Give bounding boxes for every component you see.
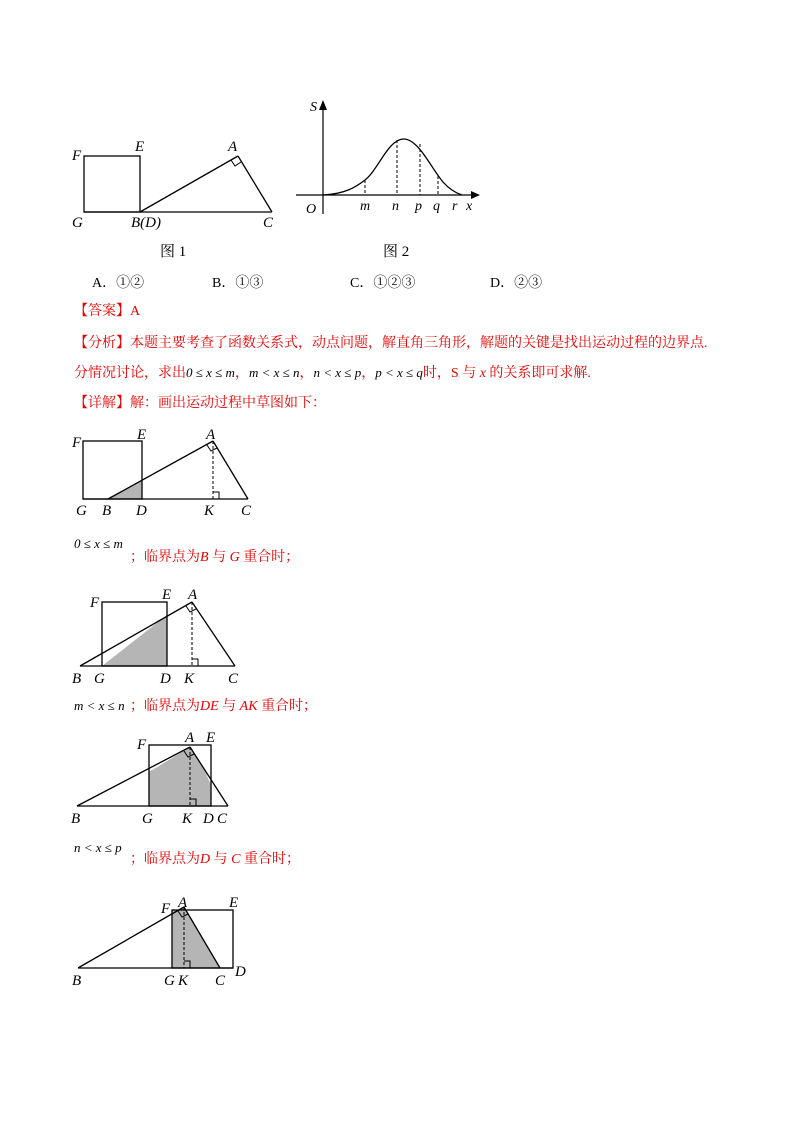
label-k: K	[204, 503, 215, 519]
option-b: B．①③	[212, 276, 264, 291]
case-1-text	[130, 548, 299, 568]
sep-2: ，	[299, 366, 314, 381]
label-c: C	[263, 215, 274, 231]
option-d: D．②③	[490, 276, 543, 291]
right-angle-a	[186, 606, 196, 612]
label-q: q	[433, 199, 440, 214]
label-d: D	[235, 964, 246, 980]
label-p: p	[415, 199, 422, 214]
label-m: m	[360, 199, 371, 214]
figure-1-caption: 图 1	[160, 244, 187, 260]
label-f: F	[161, 901, 171, 917]
analysis-mid: 时，	[422, 366, 451, 381]
analysis-prefix: 分情况讨论，求出	[74, 366, 186, 381]
label-g: G	[142, 811, 153, 827]
range-1: 0 ≤ x ≤ m	[186, 365, 235, 380]
sketch-3	[70, 725, 270, 835]
label-e: E	[137, 427, 147, 443]
segment-ba	[108, 441, 213, 499]
label-a: A	[185, 730, 195, 746]
case-3-suffix: 重合时；	[240, 852, 300, 867]
analysis-s: S	[450, 366, 459, 381]
label-e: E	[162, 587, 172, 603]
case-2-prefix: ；临界点为	[130, 699, 200, 714]
option-c: C．①②③	[350, 276, 416, 291]
label-a: A	[206, 427, 216, 443]
label-d: D	[136, 503, 147, 519]
analysis-text: 本题主要考查了函数关系式，动点问题，解直角三角形，解题的关键是找出运动过程的边界点.	[130, 336, 708, 351]
label-k: K	[182, 811, 193, 827]
shaded-region	[149, 747, 211, 806]
label-n: n	[392, 199, 399, 214]
label-bd: B(D)	[131, 215, 161, 231]
range-3: n < x ≤ p	[313, 365, 362, 380]
label-c: C	[217, 811, 228, 827]
s-curve	[323, 139, 462, 195]
x-axis-arrow	[471, 191, 480, 199]
answer-tag: 【答案】	[74, 304, 130, 319]
segment-ac	[213, 441, 248, 499]
shaded-region	[172, 907, 220, 968]
figure-2	[290, 92, 490, 222]
figure-1	[60, 130, 290, 240]
label-k: K	[178, 973, 189, 989]
label-b: B	[72, 671, 82, 687]
label-e: E	[135, 139, 145, 155]
range-2: m < x ≤ n	[248, 365, 300, 380]
segment-ba	[140, 156, 238, 212]
case-2-p2: AK	[239, 699, 258, 714]
label-e: E	[229, 895, 239, 911]
case-1-p1: B	[200, 550, 209, 565]
analysis-tag: 【分析】	[74, 336, 130, 351]
right-angle-k	[192, 659, 198, 666]
label-c: C	[215, 973, 226, 989]
label-d: D	[160, 671, 171, 687]
label-g: G	[94, 671, 105, 687]
sketch-2	[70, 580, 270, 690]
detail-tag: 【详解】	[74, 396, 130, 411]
case-2-p1: DE	[200, 699, 219, 714]
case-2-condition: m < x ≤ n	[74, 698, 125, 713]
y-axis-arrow	[319, 100, 327, 110]
analysis-line-2	[74, 363, 591, 384]
label-f: F	[72, 148, 82, 164]
label-g: G	[72, 215, 83, 231]
analysis-with: 与	[458, 366, 480, 381]
case-3-text	[130, 850, 300, 870]
label-a: A	[188, 587, 198, 603]
label-b: B	[102, 503, 112, 519]
right-angle-k	[213, 492, 219, 499]
label-e: E	[206, 730, 216, 746]
right-angle-mark	[231, 160, 241, 166]
case-1-suffix: 重合时；	[239, 550, 300, 565]
case-1-with: 与	[208, 550, 230, 565]
case-3-with: 与	[210, 852, 232, 867]
segment-ac	[192, 602, 235, 666]
case-2-suffix: 重合时；	[257, 699, 318, 714]
square-gefb	[84, 156, 140, 212]
case-2-text	[130, 697, 317, 717]
label-r: r	[452, 199, 458, 214]
answer-options	[92, 272, 652, 294]
label-f: F	[90, 595, 100, 611]
label-a: A	[178, 895, 188, 911]
segment-ac	[238, 156, 272, 212]
detail-line	[74, 394, 326, 414]
label-f: F	[72, 435, 82, 451]
sep-3: ，	[361, 366, 376, 381]
analysis-x: x	[479, 366, 486, 381]
label-b: B	[72, 973, 82, 989]
label-x: x	[466, 199, 473, 214]
sep-1: ，	[234, 366, 249, 381]
label-g: G	[164, 973, 175, 989]
label-g: G	[76, 503, 87, 519]
analysis-line-1	[74, 334, 708, 354]
detail-text: 解：画出运动过程中草图如下：	[130, 396, 326, 411]
label-f: F	[137, 737, 147, 753]
case-3-p2: C	[231, 852, 241, 867]
answer-value: A	[130, 304, 141, 319]
case-1-p2: G	[229, 550, 240, 565]
case-2-with: 与	[218, 699, 240, 714]
sketch-1	[70, 420, 270, 520]
label-d: D	[203, 811, 214, 827]
sketch-4	[70, 880, 270, 995]
label-a: A	[228, 139, 238, 155]
shaded-region	[102, 615, 167, 666]
label-b: B	[71, 811, 81, 827]
label-k: K	[184, 671, 195, 687]
label-s: S	[310, 100, 317, 115]
label-c: C	[241, 503, 252, 519]
case-1-prefix: ；临界点为	[130, 550, 200, 565]
case-3-p1: D	[200, 852, 211, 867]
answer-line	[74, 302, 140, 322]
case-3-condition: n < x ≤ p	[74, 840, 122, 855]
analysis-suffix: 的关系即可求解.	[485, 366, 591, 381]
label-o: O	[306, 202, 317, 217]
range-4: p < x ≤ q	[375, 365, 423, 380]
option-a: A．①②	[92, 276, 145, 291]
figure-2-caption: 图 2	[383, 244, 410, 260]
label-c: C	[228, 671, 239, 687]
case-1-condition: 0 ≤ x ≤ m	[74, 536, 123, 551]
case-3-prefix: ；临界点为	[130, 852, 200, 867]
